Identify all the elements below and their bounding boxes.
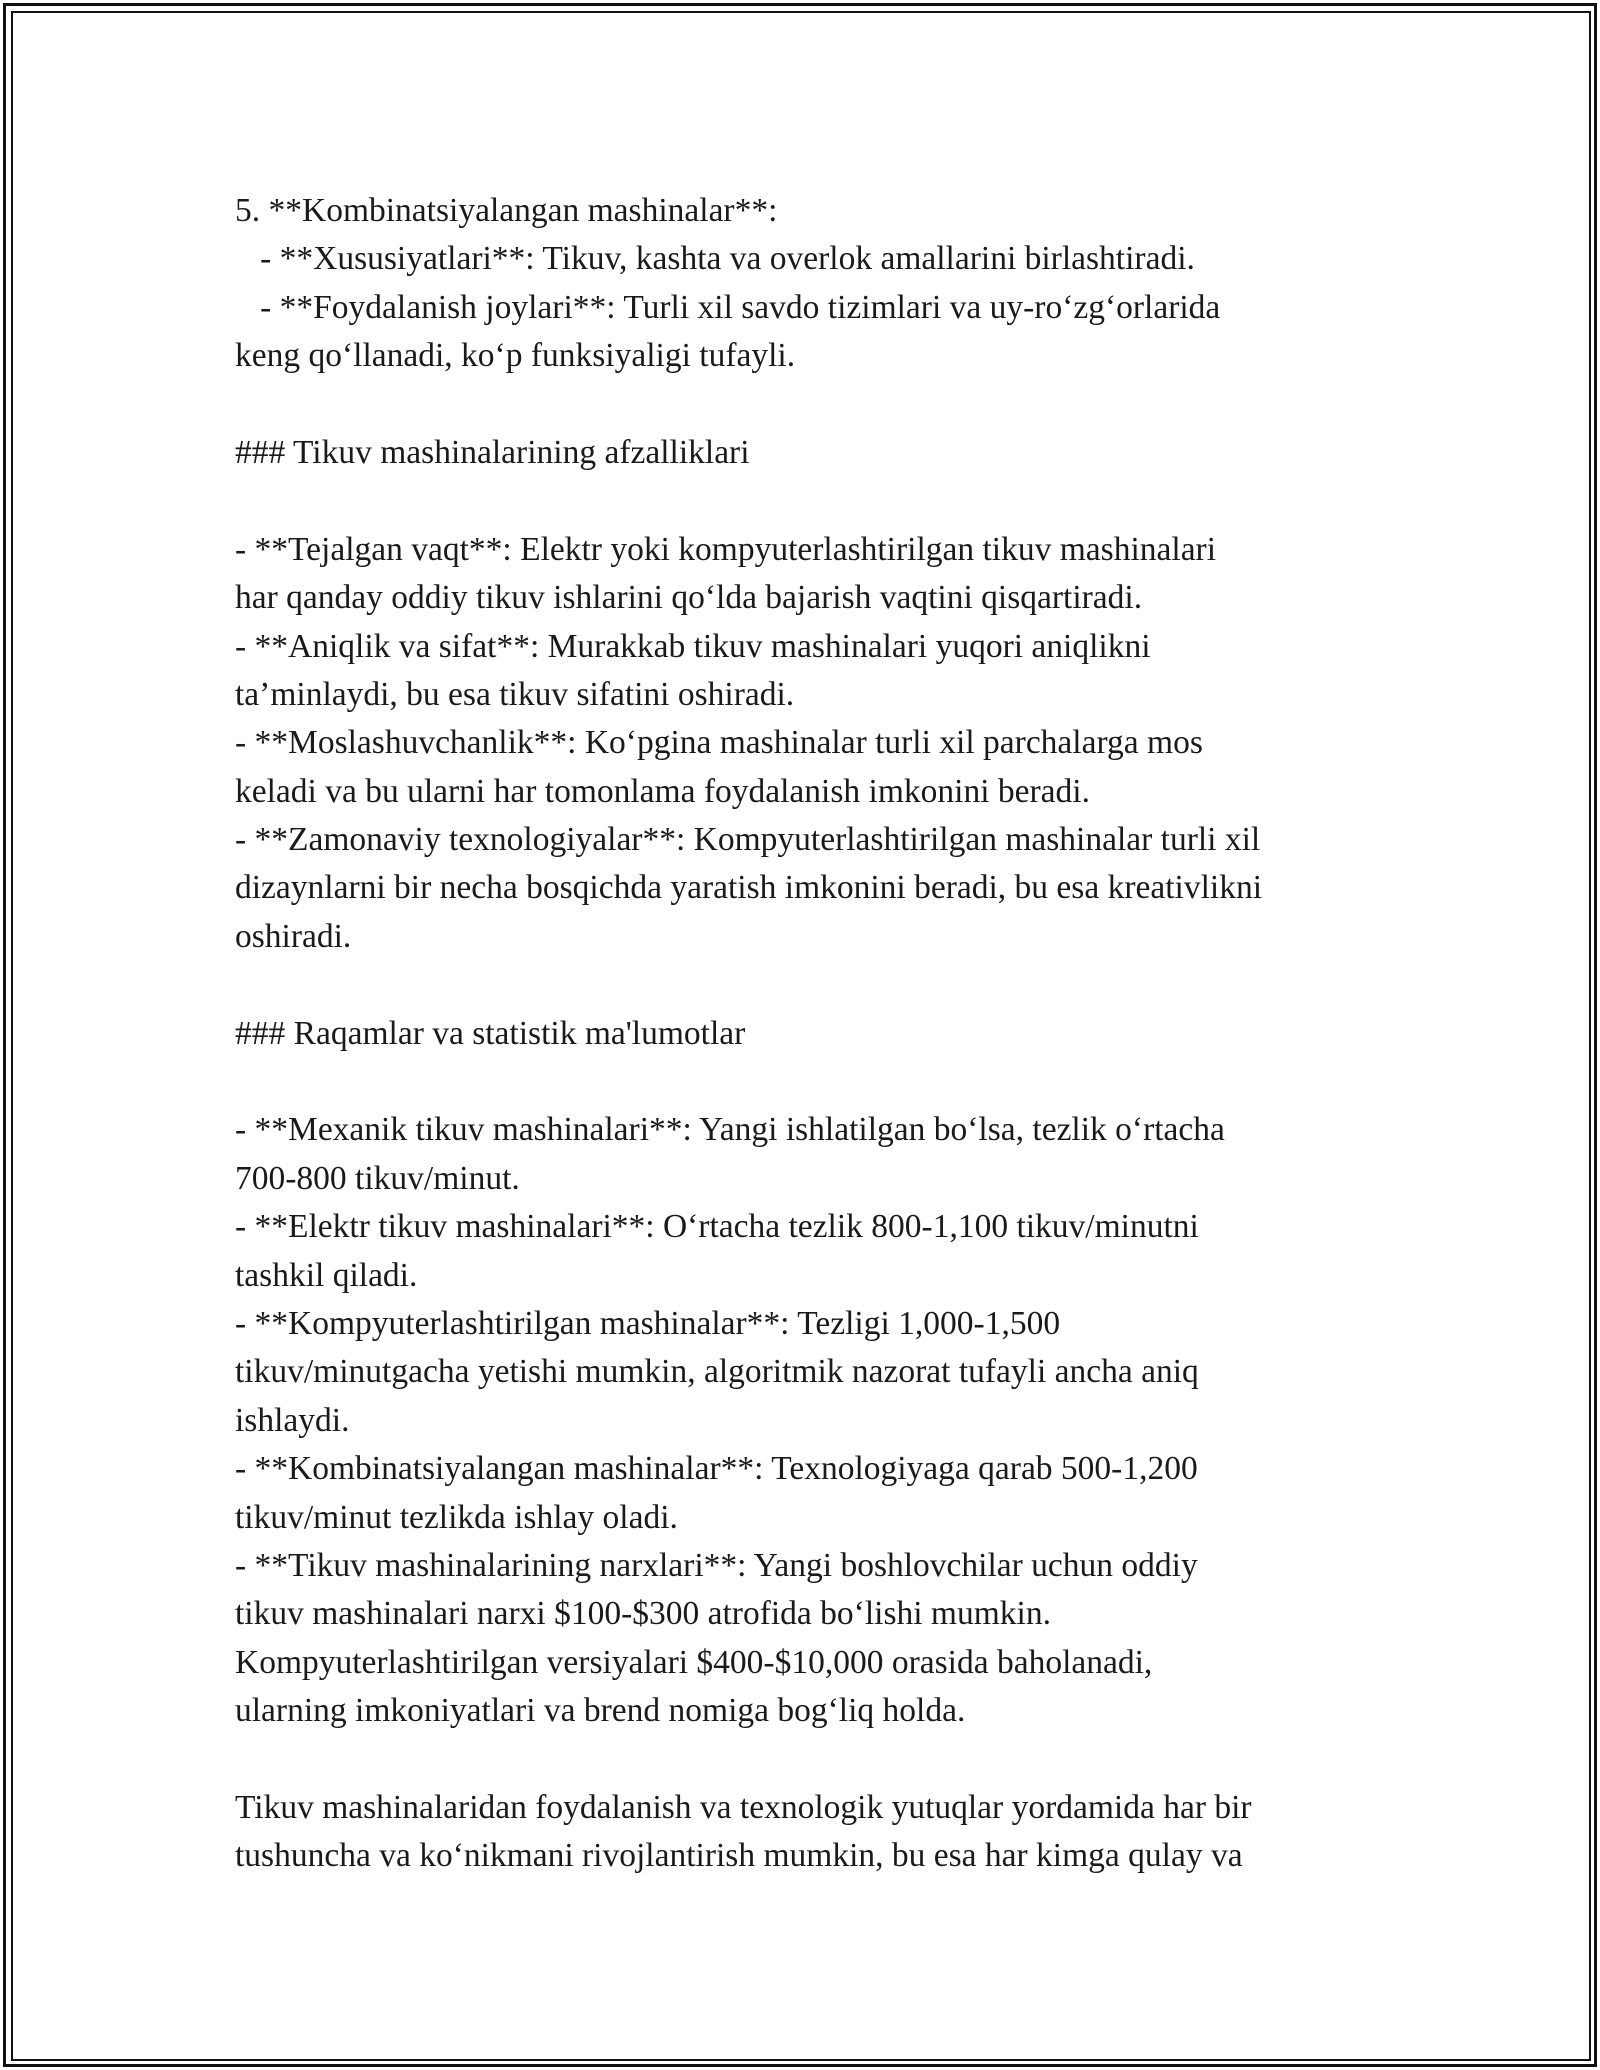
list-item-line: - **Kombinatsiyalangan mashinalar**: Texnologiyaga qarab 500-1,200 xyxy=(235,1450,1198,1488)
paragraph-gap xyxy=(235,1736,1365,1784)
list-item-line: har qanday oddiy tikuv ishlarini qo‘lda bajarish vaqtini qisqartiradi. xyxy=(235,579,1143,617)
paragraph-gap xyxy=(235,961,1365,1009)
list-item-line: - **Zamonaviy texnologiyalar**: Kompyuterlashtirilgan mashinalar turli xil xyxy=(235,821,1261,859)
list-item-line: Kompyuterlashtirilgan versiyalari $400-$10,000 orasida baholanadi, xyxy=(235,1643,1153,1681)
list-item-line: - **Moslashuvchanlik**: Ko‘pgina mashinalar turli xil parchalarga mos xyxy=(235,724,1203,762)
text-line: 5. **Kombinatsiyalangan mashinalar**: xyxy=(235,192,778,229)
section-closing-paragraph xyxy=(235,1784,1365,1881)
list-item-line: ularning imkoniyatlari va brend nomiga bog‘liq holda. xyxy=(235,1692,966,1730)
text-line: keng qo‘llanadi, ko‘p funksiyaligi tufayli. xyxy=(235,337,796,375)
text-line: - **Xususiyatlari**: Tikuv, kashta va overlok amallarini birlashtiradi. xyxy=(235,240,1195,278)
paragraph-gap xyxy=(235,1058,1365,1106)
section-heading: ### Tikuv mashinalarining afzalliklari xyxy=(235,433,750,471)
list-item-line: ishlaydi. xyxy=(235,1401,350,1439)
paragraph-gap xyxy=(235,381,1365,429)
list-item-line: tikuv/minut tezlikda ishlay oladi. xyxy=(235,1498,678,1536)
list-item-line: ta’minlaydi, bu esa tikuv sifatini oshiradi. xyxy=(235,675,795,713)
section-statistics-heading xyxy=(235,1010,1365,1058)
list-item-line: - **Tikuv mashinalarining narxlari**: Yangi boshlovchilar uchun oddiy xyxy=(235,1546,1198,1584)
paragraph-gap xyxy=(235,477,1365,525)
list-item-line: - **Tejalgan vaqt**: Elektr yoki kompyuterlashtirilgan tikuv mashinalari xyxy=(235,530,1217,568)
list-item-line: tikuv mashinalari narxi $100-$300 atrofida bo‘lishi mumkin. xyxy=(235,1595,1051,1633)
section-combined-machines xyxy=(235,187,1365,381)
list-item-line: keladi va bu ularni har tomonlama foydalanish imkonini beradi. xyxy=(235,772,1090,810)
list-item-line: dizaynlarni bir necha bosqichda yaratish imkonini beradi, bu esa kreativlikni xyxy=(235,869,1263,907)
list-item-line: - **Aniqlik va sifat**: Murakkab tikuv mashinalari yuqori aniqlikni xyxy=(235,627,1151,665)
section-advantages-list xyxy=(235,526,1365,962)
section-statistics-list xyxy=(235,1106,1365,1735)
section-advantages-heading xyxy=(235,429,1365,477)
list-item-line: oshiradi. xyxy=(235,917,352,955)
section-heading: ### Raqamlar va statistik ma'lumotlar xyxy=(235,1014,746,1052)
text-line: - **Foydalanish joylari**: Turli xil savdo tizimlari va uy-ro‘zg‘orlarida xyxy=(235,288,1221,326)
list-item-line: 700-800 tikuv/minut. xyxy=(235,1159,520,1197)
list-item-line: - **Mexanik tikuv mashinalari**: Yangi ishlatilgan bo‘lsa, tezlik o‘rtacha xyxy=(235,1111,1225,1149)
paragraph-line: tushuncha va ko‘nikmani rivojlantirish mumkin, bu esa har kimga qulay va xyxy=(235,1837,1243,1875)
list-item-line: tashkil qiladi. xyxy=(235,1256,418,1294)
document-body xyxy=(235,187,1365,1881)
list-item-line: - **Kompyuterlashtirilgan mashinalar**: Tezligi 1,000-1,500 xyxy=(235,1304,1061,1342)
paragraph-line: Tikuv mashinalaridan foydalanish va texnologik yutuqlar yordamida har bir xyxy=(235,1788,1252,1826)
list-item-line: - **Elektr tikuv mashinalari**: O‘rtacha tezlik 800-1,100 tikuv/minutni xyxy=(235,1208,1199,1246)
list-item-line: tikuv/minutgacha yetishi mumkin, algoritmik nazorat tufayli ancha aniq xyxy=(235,1353,1199,1391)
